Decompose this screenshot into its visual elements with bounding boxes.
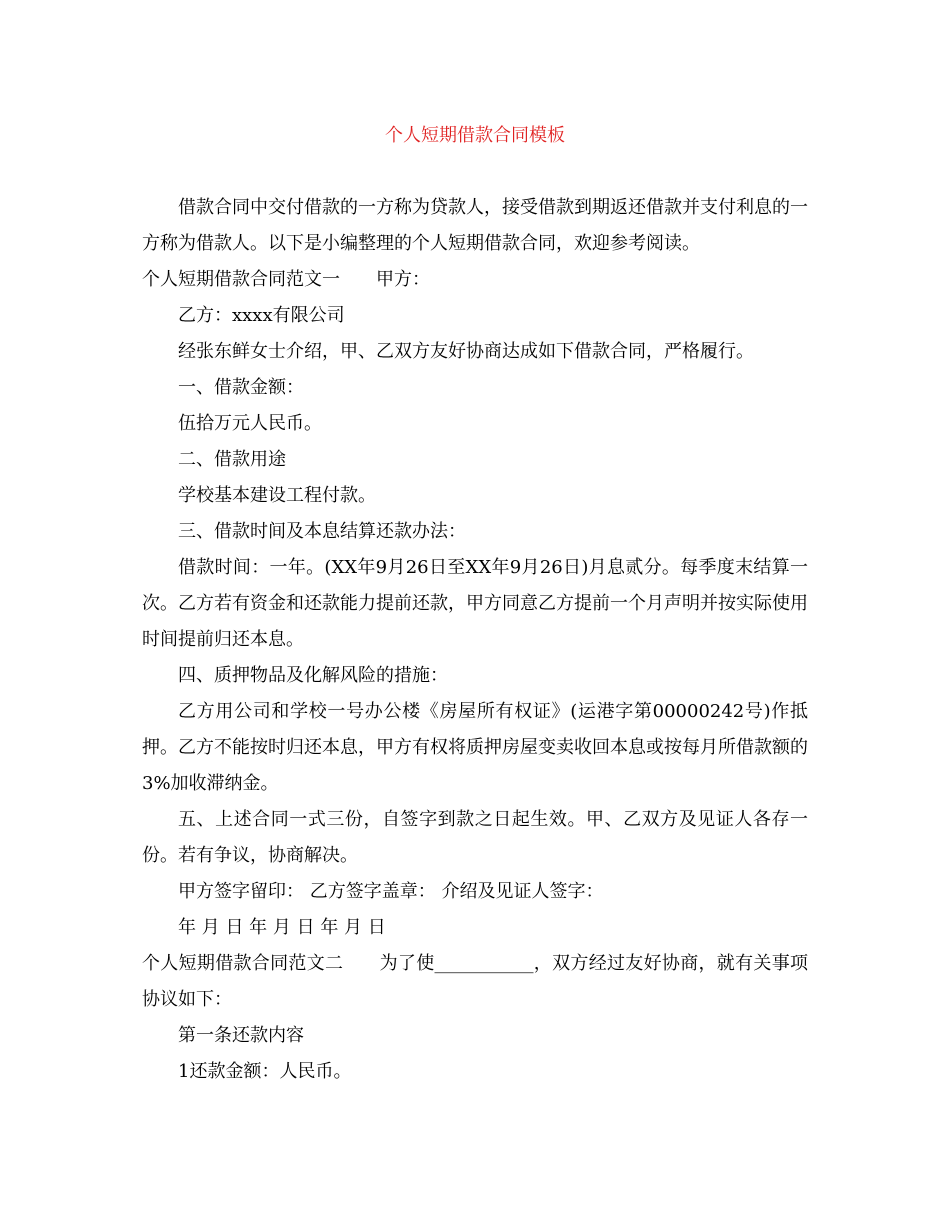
sample1-heading: 个人短期借款合同范文一 [142, 269, 340, 290]
sample2-heading: 个人短期借款合同范文二 [142, 953, 344, 974]
section5-body: 五、上述合同一式三份，自签字到款之日起生效。甲、乙双方及见证人各存一份。若有争议，协商解决。 [142, 809, 808, 866]
section3-body: 借款时间：一年。(XX年9月26日至XX年9月26日)月息贰分。每季度末结算一次。乙方若有资金和还款能力提前还款，甲方同意乙方提前一个月声明并按实际使用时间提前归还本息。 [142, 557, 808, 650]
section3-title: 三、借款时间及本息结算还款办法： [178, 521, 466, 542]
section2-title: 二、借款用途 [178, 449, 286, 470]
sample1-heading-line [142, 262, 808, 298]
party-a-label: 甲方： [376, 269, 430, 290]
party-b-line: 乙方：xxxx有限公司 [178, 305, 345, 326]
section4-title: 四、质押物品及化解风险的措施： [178, 665, 448, 686]
sample2-preamble: 为了使___________，双方经过友好协商，就有关事项协议如下： [142, 953, 809, 1010]
section2-body: 学校基本建设工程付款。 [178, 485, 376, 506]
intro-paragraph: 借款合同中交付借款的一方称为贷款人，接受借款到期返还借款并支付利息的一方称为借款人。以下是小编整理的个人短期借款合同，欢迎参考阅读。 [142, 197, 808, 254]
document-body [142, 190, 808, 1090]
section1-title: 一、借款金额： [178, 377, 304, 398]
section4-body: 乙方用公司和学校一号办公楼《房屋所有权证》(运港字第00000242号)作抵押。乙方不能按时归还本息，甲方有权将质押房屋变卖收回本息或按每月所借款额的3%加收滞纳金。 [142, 701, 808, 794]
sample1-preamble: 经张东鲜女士介绍，甲、乙双方友好协商达成如下借款合同，严格履行。 [178, 341, 754, 362]
signature-line: 甲方签字留印： 乙方签字盖章： 介绍及见证人签字： [178, 881, 604, 902]
sample2-heading-line [142, 946, 808, 1018]
date-line: 年 月 日 年 月 日 年 月 日 [178, 917, 386, 938]
article1-title: 第一条还款内容 [178, 1025, 304, 1046]
article1-item1: 1还款金额：人民币。 [178, 1061, 352, 1082]
section1-body: 伍拾万元人民币。 [178, 413, 322, 434]
document-title: 个人短期借款合同模板 [385, 125, 565, 146]
